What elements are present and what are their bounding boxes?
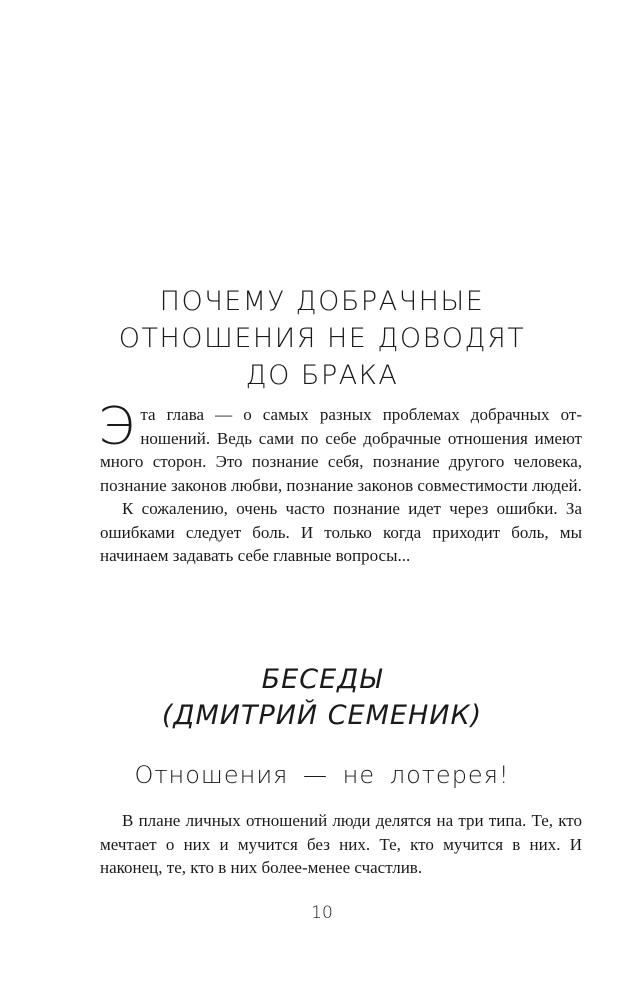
subsection-body: [100, 809, 582, 880]
subsection-title: Отношения — не лотерея!: [134, 761, 510, 789]
page-number: 10: [311, 903, 333, 923]
chapter-title-line-3: ДО БРАКА: [245, 360, 399, 391]
chapter-intro: [98, 397, 582, 568]
chapter-title: [60, 283, 584, 394]
chapter-title-line-1: ПОЧЕМУ ДОБРАЧНЫЕ: [159, 286, 485, 317]
section-title-line-2: (ДМИТРИЙ СЕМЕНИК): [161, 700, 483, 731]
subsection-paragraph: В плане личных отношений люди делятся на три типа. Те, кто мечтает о них и мучится без них. Те, кто мучится в них. И наконец, те, кто в них более-менее счастлив.: [100, 811, 582, 877]
section-title: [60, 662, 584, 734]
drop-cap: Э: [98, 397, 135, 457]
intro-paragraph-2: К сожалению, очень часто познание идет через ошибки. За ошибками следует боль. И только когда приходит боль, мы начинаем задавать себе главные вопросы...: [100, 499, 582, 565]
chapter-title-line-2: ОТНОШЕНИЯ НЕ ДОВОДЯТ: [118, 323, 526, 354]
section-title-line-1: БЕСЕДЫ: [261, 664, 383, 695]
intro-paragraph-1-text: та глава — о самых разных проблемах добрачных отношений. Ведь сами по себе добрачные отношения имеют много сторон. Это познание себя, познание другого человека, познание законов любви, познание законов совместимости людей.: [100, 405, 582, 495]
intro-paragraph-1: [98, 397, 582, 497]
